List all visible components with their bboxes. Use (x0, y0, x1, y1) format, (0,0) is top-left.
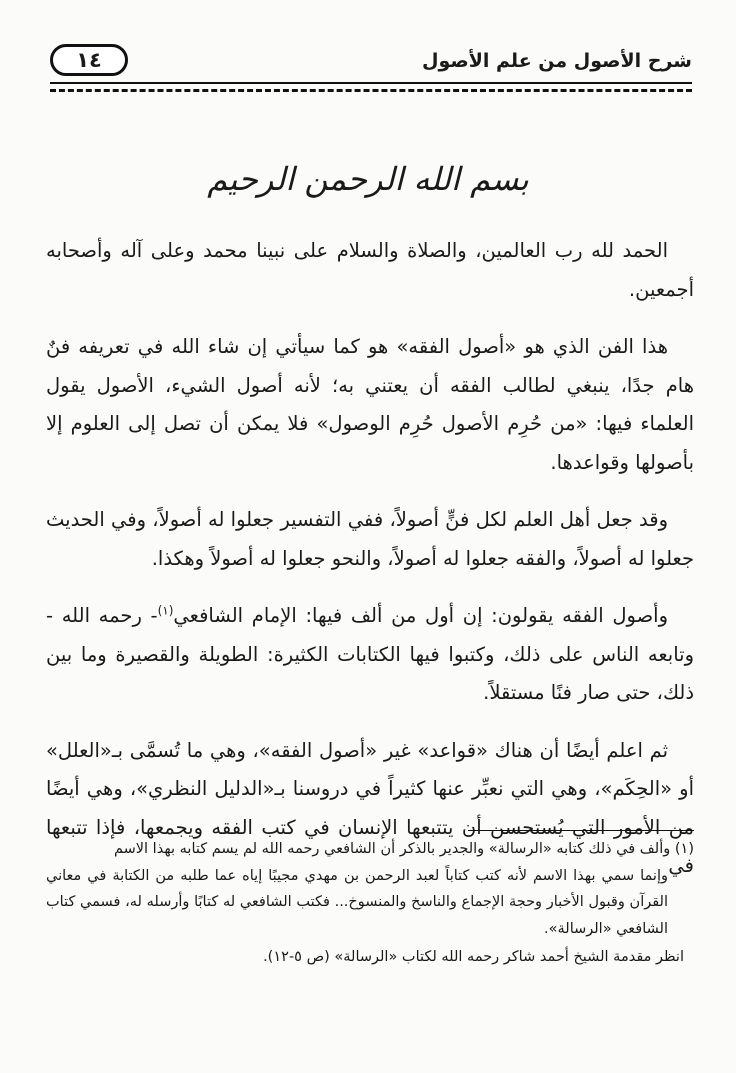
basmala-calligraphy: بسم الله الرحمن الرحيم (207, 160, 529, 198)
running-book-title: شرح الأصول من علم الأصول (422, 50, 692, 72)
page-number-badge: ١٤ (50, 44, 128, 76)
footnote-1-first-line: (١) وألف في ذلك كتابه «الرسالة» والجدير بالذكر أن الشافعي رحمه الله لم يسم كتابه بهذا الاسم (113, 841, 694, 857)
page-header (50, 40, 692, 96)
footnotes-section (46, 836, 694, 971)
footnote-separator (468, 830, 694, 831)
paragraph-importance: هذا الفن الذي هو «أصول الفقه» هو كما سيأتي إن شاء الله في تعريفه فنٌ هام جدًا، ينبغي لطالب الفقه أن يعتني به؛ لأنه أصول الشيء، الأصول يقول العلماء فيها: «من حُرِم الأصول حُرِم الوصول» فلا يمكن أن تصل إلى العلوم إلا بأصولها وقواعدها. (46, 335, 694, 474)
paragraph-first-author (46, 597, 694, 713)
footnote-1-source: انظر مقدمة الشيخ أحمد شاكر رحمه الله لكتاب «الرسالة» (ص ٥-١٢). (263, 949, 684, 965)
main-text (46, 232, 694, 899)
paragraph-first-author-start: وأصول الفقه يقولون: إن أول من ألف فيها: الإمام الشافعي (173, 604, 668, 627)
footnote-1-body: وإنما سمي بهذا الاسم لأنه كتب كتاباً لعبد الرحمن بن مهدي مجيبًا إياه عما طلبه من الكتابة في معاني القرآن وقبول الأخبار وحجة الإجماع والناسخ والمنسوخ... فكتب الشافعي له كتابًا وأرسله له، فسمي كتاب الشافعي «الرسالة». (46, 867, 668, 937)
header-dashed-rule (50, 89, 692, 92)
paragraph-rules: ثم اعلم أيضًا أن هناك «قواعد» غير «أصول الفقه»، وهي ما تُسمَّى بـ«العلل» أو «الحِكَم»، وهي التي نعبِّر عنها كثيراً في دروسنا بـ«الدليل النظري»، وهي أيضًا من الأمور التي يُستحسن أن يتتبعها الإنسان في كتب الفقه ويجمعها، فإذا تتبعها في (46, 738, 694, 877)
paragraph-first-author-end: - رحمه الله - وتابعه الناس على ذلك، وكتبوا فيها الكتابات الكثيرة: الطويلة والقصيرة وما بين ذلك، حتى صار فنًا مستقلاً. (46, 604, 694, 704)
header-rule (50, 82, 692, 84)
paragraph-opening: الحمد لله رب العالمين، والصلاة والسلام على نبينا محمد وعلى آله وأصحابه أجمعين. (46, 239, 694, 301)
paragraph-sciences: وقد جعل أهل العلم لكل فنٍّ أصولاً، ففي التفسير جعلوا له أصولاً، وفي الحديث جعلوا له أصولاً، والفقه جعلوا له أصولاً، والنحو جعلوا له أصولاً وهكذا. (46, 508, 694, 570)
footnote-reference-1[interactable]: (١) (157, 603, 174, 618)
